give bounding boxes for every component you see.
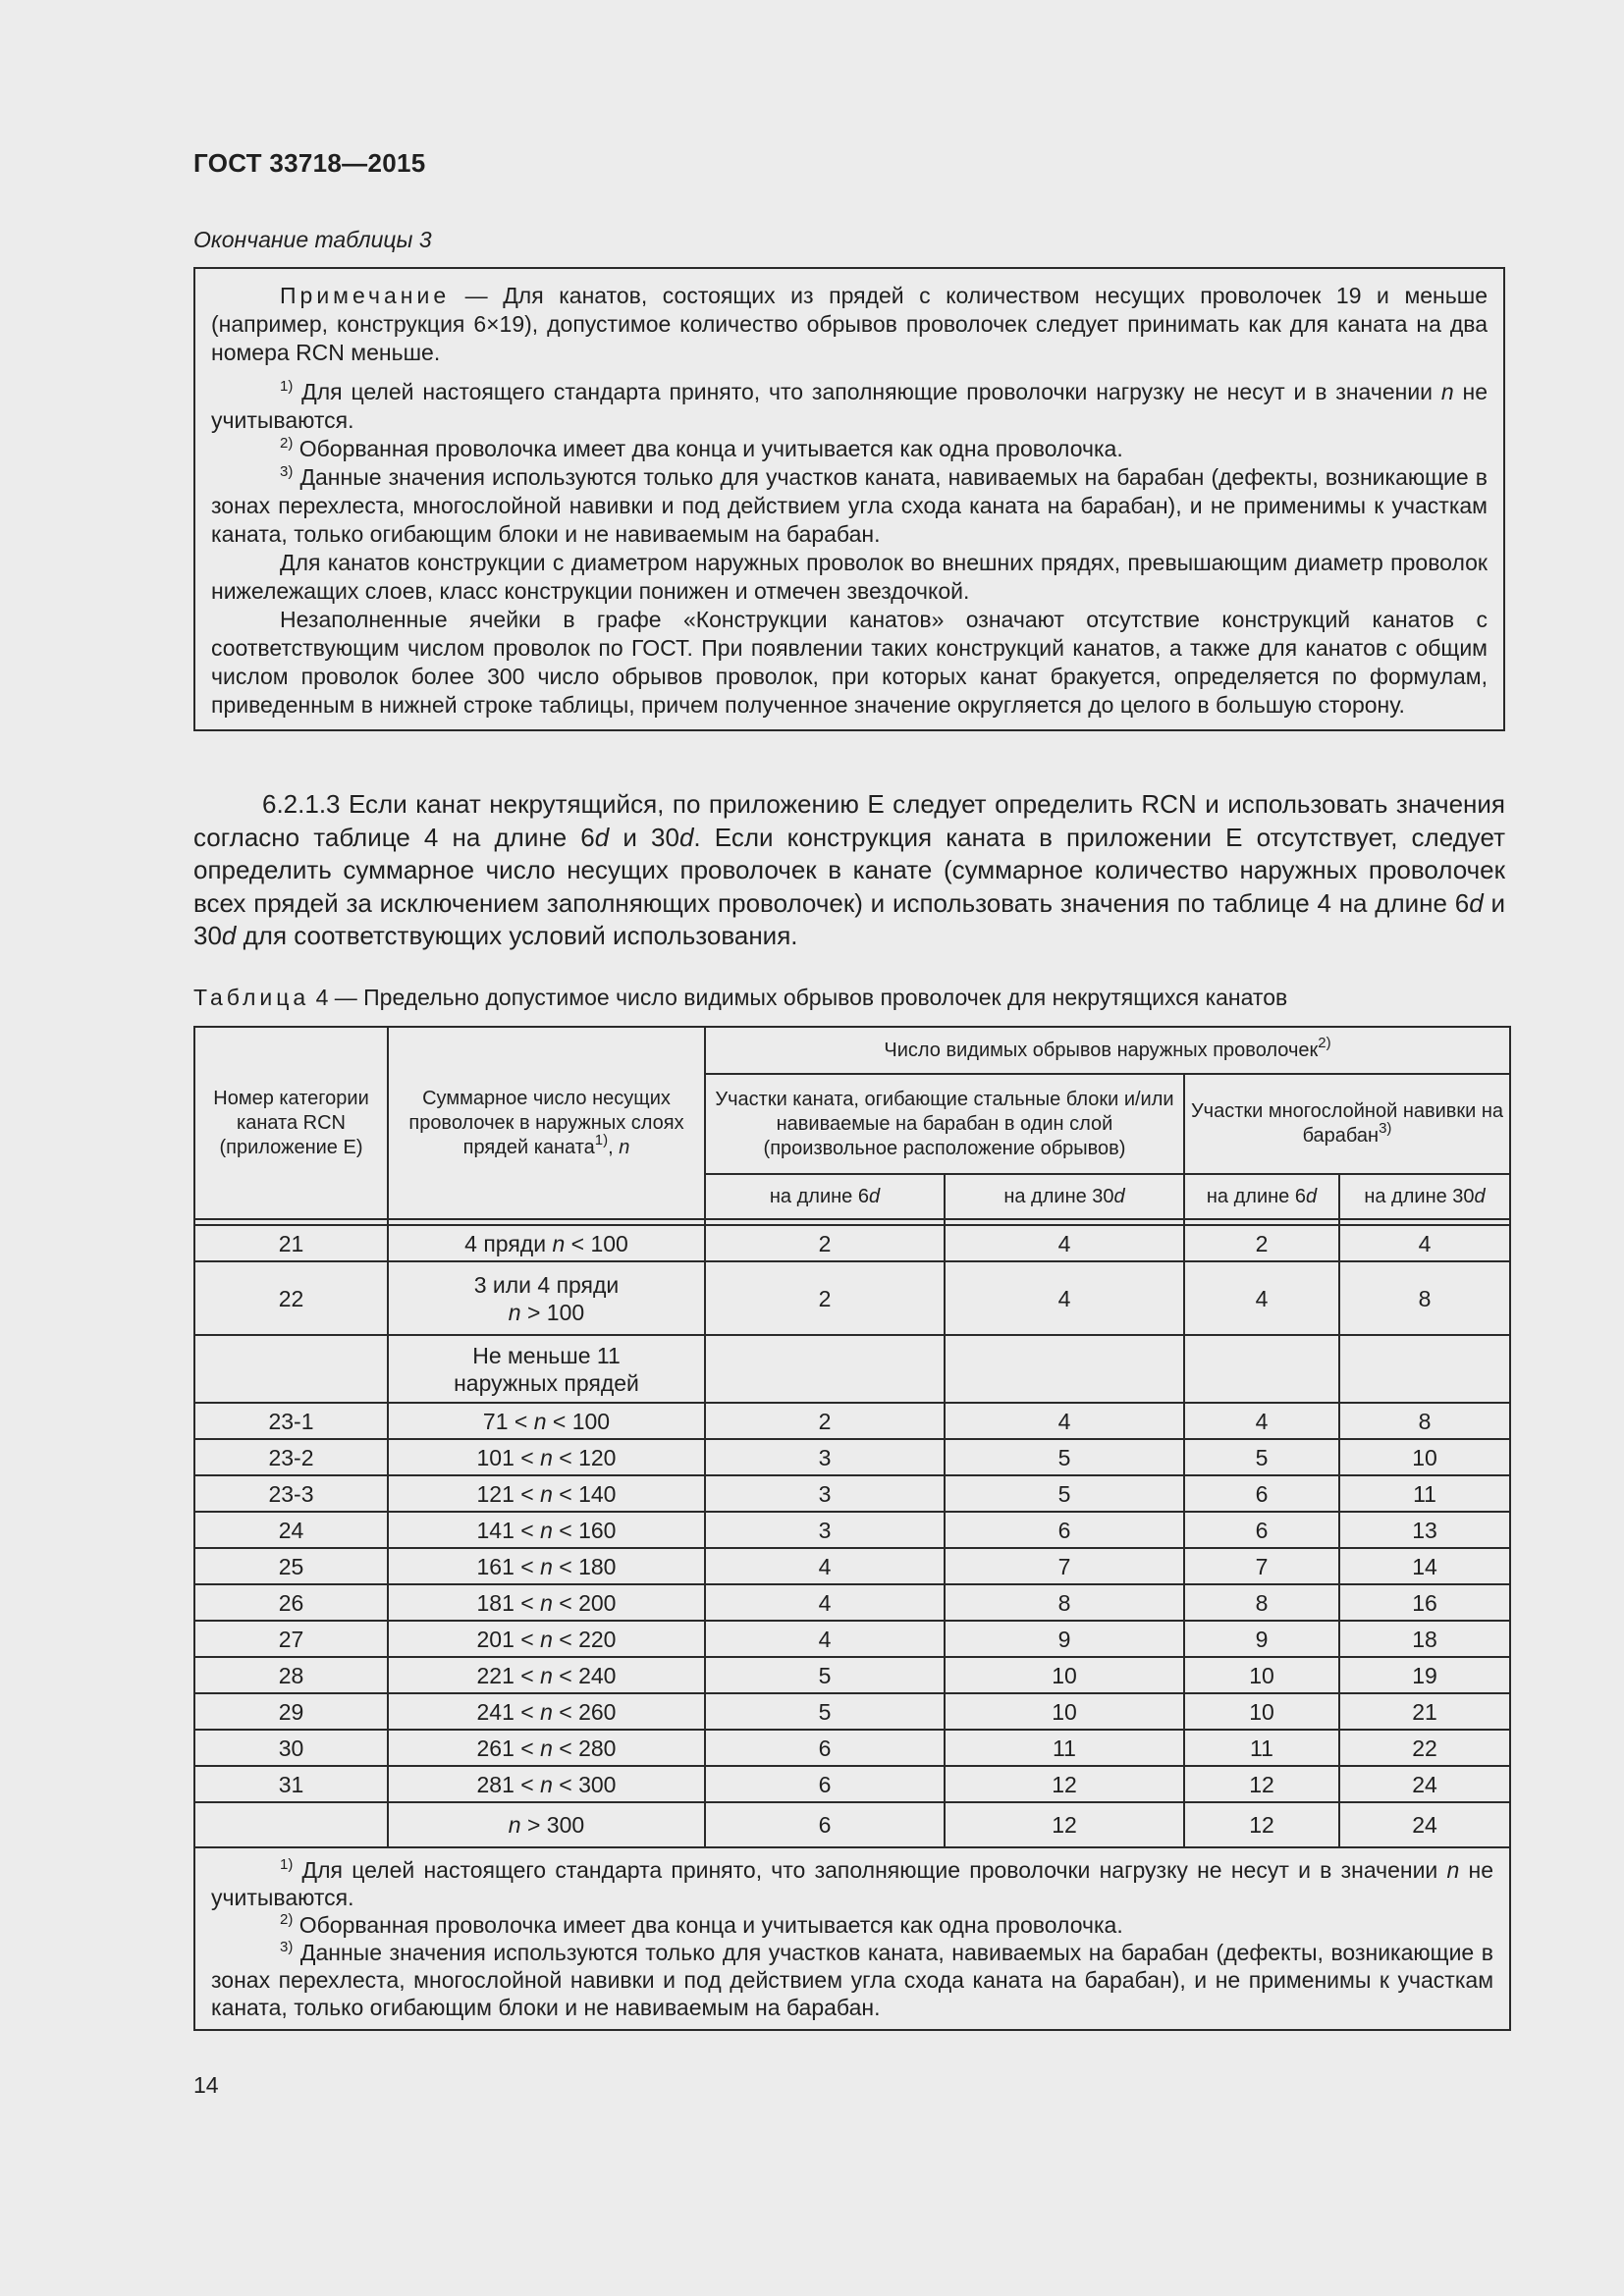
cell-value: 6 bbox=[945, 1512, 1184, 1548]
header-visible-breaks-sup: 2) bbox=[1318, 1034, 1331, 1051]
document-id: ГОСТ 33718—2015 bbox=[193, 148, 426, 178]
header-len-num: 30 bbox=[1452, 1185, 1475, 1207]
cell-value: 24 bbox=[1339, 1766, 1510, 1802]
wire-range-var: n bbox=[540, 1589, 553, 1616]
cell-value: 3 bbox=[705, 1439, 945, 1475]
header-steel-sections: Участки каната, огибающие стальные блоки и/или навиваемые на барабан в один слой (произвольное расположение обрывов) bbox=[705, 1074, 1184, 1174]
wire-range-prefix: 4 пряди bbox=[464, 1230, 553, 1256]
cell-value: 12 bbox=[945, 1766, 1184, 1802]
wire-range-var: n bbox=[540, 1626, 553, 1652]
header-rcn: Номер категории каната RCN (приложение Е) bbox=[194, 1027, 388, 1219]
wire-range-suffix: < 100 bbox=[565, 1230, 628, 1256]
wire-range-suffix: < 300 bbox=[552, 1771, 617, 1797]
clause-var-d: d bbox=[594, 822, 610, 852]
cell-value: 18 bbox=[1339, 1621, 1510, 1657]
header-len-var: d bbox=[1305, 1185, 1318, 1207]
note-text: — Для канатов, состоящих из прядей с количеством несущих проволочек 19 и меньше (например, конструкция 6×19), допустимое количество обрывов проволочек следует принимать как для каната на два номера RCN меньше. bbox=[211, 283, 1488, 365]
wire-range-var: n bbox=[540, 1480, 553, 1507]
footnote-3-mark: 3) bbox=[280, 463, 294, 480]
footnote-1-text-end: не учитываются. bbox=[211, 379, 1488, 433]
wire-range-suffix: < 200 bbox=[552, 1589, 617, 1616]
cell-value: 5 bbox=[1184, 1439, 1339, 1475]
header-len-6d bbox=[705, 1174, 945, 1219]
cell-value: 11 bbox=[945, 1730, 1184, 1766]
wire-range-suffix: > 100 bbox=[520, 1299, 585, 1325]
cell-value: 4 bbox=[945, 1403, 1184, 1439]
cell-rcn: 23-1 bbox=[194, 1403, 388, 1439]
table-row bbox=[194, 1261, 1510, 1335]
wire-range-var: n bbox=[552, 1230, 566, 1256]
cell-value: 6 bbox=[1184, 1475, 1339, 1512]
wire-range-prefix: 181 < bbox=[476, 1589, 541, 1616]
footnote-1-variable: n bbox=[1440, 379, 1454, 404]
table-footnote-1 bbox=[211, 1856, 1493, 1911]
cell-value: 10 bbox=[1184, 1657, 1339, 1693]
cell-wire-range bbox=[388, 1766, 705, 1802]
wire-range-prefix: 221 < bbox=[476, 1662, 541, 1688]
cell-wire-range bbox=[388, 1584, 705, 1621]
footnote-1-mark: 1) bbox=[280, 378, 294, 395]
cell-value: 6 bbox=[705, 1802, 945, 1847]
cell-value: 7 bbox=[945, 1548, 1184, 1584]
header-len-var: d bbox=[1113, 1185, 1125, 1207]
header-len-30d bbox=[945, 1174, 1184, 1219]
cell-value: 3 bbox=[705, 1512, 945, 1548]
note-label: Примечание bbox=[280, 283, 451, 308]
cell-value bbox=[1339, 1335, 1510, 1403]
table-footnote-1-var: n bbox=[1446, 1857, 1460, 1883]
cell-value: 12 bbox=[1184, 1766, 1339, 1802]
header-wire-sum-sup: 1) bbox=[594, 1131, 609, 1148]
cell-rcn: 22 bbox=[194, 1261, 388, 1335]
header-wire-sum-var: n bbox=[619, 1136, 630, 1158]
table-row bbox=[194, 1657, 1510, 1693]
cell-value: 10 bbox=[945, 1693, 1184, 1730]
wire-range-suffix: < 220 bbox=[552, 1626, 617, 1652]
table-footnote-3-mark: 3) bbox=[280, 1939, 294, 1955]
header-len-var: d bbox=[1474, 1185, 1486, 1207]
footnote-1-text: Для целей настоящего стандарта принято, что заполняющие проволочки нагрузку не несут и в значении bbox=[293, 379, 1441, 404]
table-footnotes-row bbox=[194, 1847, 1510, 2030]
table-row bbox=[194, 1621, 1510, 1657]
cell-value: 12 bbox=[945, 1802, 1184, 1847]
table-caption-label: Таблица bbox=[193, 985, 310, 1010]
cell-value: 7 bbox=[1184, 1548, 1339, 1584]
wire-range-suffix: < 260 bbox=[552, 1698, 617, 1725]
cell-value: 4 bbox=[1339, 1225, 1510, 1261]
table-footnote-2-mark: 2) bbox=[280, 1911, 294, 1928]
cell-wire-range bbox=[388, 1475, 705, 1512]
cell-value: 21 bbox=[1339, 1693, 1510, 1730]
cell-value: 16 bbox=[1339, 1584, 1510, 1621]
cell-rcn: 31 bbox=[194, 1766, 388, 1802]
cell-rcn: 27 bbox=[194, 1621, 388, 1657]
header-len-label: на длине bbox=[1206, 1185, 1295, 1207]
table-footnote-2 bbox=[211, 1911, 1493, 1939]
table-row bbox=[194, 1766, 1510, 1802]
wire-range-var: n bbox=[508, 1812, 521, 1838]
footnote-2 bbox=[211, 435, 1488, 463]
clause-6-2-1-3 bbox=[193, 788, 1505, 953]
cell-wire-range bbox=[388, 1802, 705, 1847]
cell-value: 10 bbox=[1184, 1693, 1339, 1730]
wire-range-prefix: 261 < bbox=[476, 1735, 541, 1761]
table-row bbox=[194, 1802, 1510, 1847]
cell-wire-range bbox=[388, 1657, 705, 1693]
cell-value: 14 bbox=[1339, 1548, 1510, 1584]
footnote-2-mark: 2) bbox=[280, 435, 294, 452]
header-visible-breaks bbox=[705, 1027, 1510, 1074]
wire-range-var: n bbox=[540, 1735, 553, 1761]
cell-value: 4 bbox=[945, 1261, 1184, 1335]
clause-var-d: d bbox=[678, 822, 694, 852]
header-multilayer-sup: 3) bbox=[1379, 1120, 1392, 1137]
table-row bbox=[194, 1693, 1510, 1730]
footnote-3 bbox=[211, 463, 1488, 549]
wire-range-suffix: < 160 bbox=[552, 1517, 617, 1543]
cell-value: 5 bbox=[705, 1693, 945, 1730]
cell-rcn: 28 bbox=[194, 1657, 388, 1693]
header-len-num: 6 bbox=[1294, 1185, 1306, 1207]
cell-rcn bbox=[194, 1802, 388, 1847]
wire-range-suffix: < 100 bbox=[546, 1408, 611, 1434]
note-paragraph bbox=[211, 282, 1488, 367]
wire-range-suffix: > 300 bbox=[520, 1812, 585, 1838]
cell-wire-range bbox=[388, 1439, 705, 1475]
cell-value bbox=[945, 1335, 1184, 1403]
wire-range-var: n bbox=[540, 1553, 553, 1579]
wire-range-suffix: < 240 bbox=[552, 1662, 617, 1688]
cell-value: 6 bbox=[705, 1730, 945, 1766]
cell-rcn: 29 bbox=[194, 1693, 388, 1730]
cell-value: 5 bbox=[945, 1475, 1184, 1512]
footnote-2-text: Оборванная проволочка имеет два конца и учитывается как одна проволочка. bbox=[293, 436, 1123, 461]
table-footnote-1-end: не учитываются. bbox=[211, 1857, 1494, 1910]
wire-range-var: n bbox=[533, 1408, 547, 1434]
wire-range-var: n bbox=[540, 1662, 553, 1688]
wire-range-var: n bbox=[508, 1299, 521, 1325]
cell-rcn bbox=[194, 1335, 388, 1403]
cell-wire-range bbox=[388, 1225, 705, 1261]
clause-text-3: . Если конструкция каната в приложении Е отсутствует, следует определить суммарное число несущих проволочек в канате (суммарное количество наружных проволочек всех прядей за исключением заполняющих проволочек) и использовать значения по таблице 4 на длине 6 bbox=[193, 822, 1505, 918]
cell-value: 13 bbox=[1339, 1512, 1510, 1548]
cell-value: 10 bbox=[945, 1657, 1184, 1693]
table-row bbox=[194, 1225, 1510, 1261]
wire-range-suffix: < 120 bbox=[552, 1444, 617, 1470]
cell-wire-range bbox=[388, 1621, 705, 1657]
table-row bbox=[194, 1475, 1510, 1512]
clause-text-4: и 30 bbox=[193, 887, 1506, 950]
table-footnote-3-text: Данные значения используются только для участков каната, навиваемых на барабан (дефекты, возникающие в зонах перехлеста, многослойной навивки и под действием угла схода каната на барабан), и не применимы к участкам каната, только огибающим блоки и не навиваемым на барабан. bbox=[211, 1940, 1494, 2020]
cell-rcn: 21 bbox=[194, 1225, 388, 1261]
wire-range-prefix: 141 < bbox=[476, 1517, 541, 1543]
wire-range-suffix: < 140 bbox=[552, 1480, 617, 1507]
cell-wire-range bbox=[388, 1261, 705, 1335]
wire-range-prefix: 161 < bbox=[476, 1553, 541, 1579]
cell-value: 2 bbox=[705, 1261, 945, 1335]
cell-rcn: 30 bbox=[194, 1730, 388, 1766]
cell-wire-range bbox=[388, 1730, 705, 1766]
wire-range-var: n bbox=[540, 1517, 553, 1543]
wire-range-prefix: 71 < bbox=[482, 1408, 534, 1434]
header-visible-breaks-text: Число видимых обрывов наружных проволочек bbox=[884, 1039, 1319, 1061]
header-wire-sum bbox=[388, 1027, 705, 1219]
header-len-6d-multi bbox=[1184, 1174, 1339, 1219]
cell-value: 4 bbox=[705, 1548, 945, 1584]
table-continuation-caption: Окончание таблицы 3 bbox=[193, 227, 432, 252]
header-len-30d-multi bbox=[1339, 1174, 1510, 1219]
page-number: 14 bbox=[193, 2072, 219, 2098]
cell-value: 6 bbox=[1184, 1512, 1339, 1548]
table-row bbox=[194, 1584, 1510, 1621]
cell-value: 4 bbox=[945, 1225, 1184, 1261]
cell-value: 11 bbox=[1184, 1730, 1339, 1766]
empty-cells-note: Незаполненные ячейки в графе «Конструкции канатов» означают отсутствие конструкций канатов с соответствующим числом проволок по ГОСТ. При появлении таких конструкций канатов, а также для канатов с общим числом проволок более 300 число обрывов проволок, при которых канат бракуется, определяется по формулам, приведенным в нижней строке таблицы, причем полученное значение округляется до целого в большую сторону. bbox=[211, 607, 1488, 718]
table3-notes-box bbox=[193, 267, 1505, 731]
table-footnotes bbox=[194, 1847, 1510, 2030]
cell-value: 24 bbox=[1339, 1802, 1510, 1847]
clause-var-d: d bbox=[1469, 887, 1484, 918]
wire-range-prefix: 101 < bbox=[476, 1444, 541, 1470]
cell-wire-range bbox=[388, 1548, 705, 1584]
cell-value: 2 bbox=[1184, 1225, 1339, 1261]
cell-value: 9 bbox=[945, 1621, 1184, 1657]
table-footnote-1-mark: 1) bbox=[280, 1856, 294, 1873]
cell-wire-range bbox=[388, 1403, 705, 1439]
header-len-num: 30 bbox=[1092, 1185, 1114, 1207]
cell-wire-range bbox=[388, 1693, 705, 1730]
header-wire-sum-text: Суммарное число несущих проволочек в наружных слоях прядей каната bbox=[408, 1087, 684, 1158]
table4 bbox=[193, 1026, 1511, 2031]
table-row bbox=[194, 1439, 1510, 1475]
wire-range-var: n bbox=[540, 1771, 553, 1797]
cell-value: 4 bbox=[705, 1621, 945, 1657]
wire-range-prefix: 241 < bbox=[476, 1698, 541, 1725]
cell-value bbox=[705, 1335, 945, 1403]
cell-rcn: 25 bbox=[194, 1548, 388, 1584]
cell-value: 5 bbox=[705, 1657, 945, 1693]
wire-range-var: n bbox=[540, 1444, 553, 1470]
cell-rcn: 24 bbox=[194, 1512, 388, 1548]
table-footnote-3 bbox=[211, 1939, 1493, 2021]
cell-value: 6 bbox=[705, 1766, 945, 1802]
cell-value: 22 bbox=[1339, 1730, 1510, 1766]
cell-value: 2 bbox=[705, 1225, 945, 1261]
cell-value: 8 bbox=[1339, 1261, 1510, 1335]
clause-text-1: 6.2.1.3 Если канат некрутящийся, по приложению Е следует определить RCN и использовать значения согласно таблице 4 на длине 6 bbox=[193, 789, 1505, 852]
cell-value: 12 bbox=[1184, 1802, 1339, 1847]
table-row bbox=[194, 1730, 1510, 1766]
table-footnote-2-text: Оборванная проволочка имеет два конца и учитывается как одна проволочка. bbox=[293, 1912, 1123, 1938]
cell-rcn: 23-3 bbox=[194, 1475, 388, 1512]
cell-value: 8 bbox=[945, 1584, 1184, 1621]
wire-range-var: n bbox=[540, 1698, 553, 1725]
header-multilayer bbox=[1184, 1074, 1510, 1174]
header-len-var: d bbox=[868, 1185, 881, 1207]
table-row bbox=[194, 1548, 1510, 1584]
cell-value: 3 bbox=[705, 1475, 945, 1512]
cell-value: 5 bbox=[945, 1439, 1184, 1475]
header-len-label: на длине bbox=[1364, 1185, 1453, 1207]
cell-wire-range bbox=[388, 1512, 705, 1548]
clause-var-d: d bbox=[221, 921, 237, 950]
cell-value: 4 bbox=[1184, 1403, 1339, 1439]
header-len-label: на длине bbox=[1003, 1185, 1093, 1207]
cell-value: 19 bbox=[1339, 1657, 1510, 1693]
cell-value: 11 bbox=[1339, 1475, 1510, 1512]
clause-text-5: для соответствующих условий использования. bbox=[236, 921, 798, 950]
wire-range-suffix: < 280 bbox=[552, 1735, 617, 1761]
table-footnote-1-text: Для целей настоящего стандарта принято, что заполняющие проволочки нагрузку не несут и в значении bbox=[293, 1857, 1447, 1883]
wire-range-prefix: 201 < bbox=[476, 1626, 541, 1652]
cell-value: 9 bbox=[1184, 1621, 1339, 1657]
cell-value: 8 bbox=[1184, 1584, 1339, 1621]
header-len-label: на длине bbox=[769, 1185, 858, 1207]
cell-value: 4 bbox=[1184, 1261, 1339, 1335]
cell-value bbox=[1184, 1335, 1339, 1403]
wire-range-prefix: 281 < bbox=[476, 1771, 541, 1797]
clause-text-2: и 30 bbox=[609, 822, 679, 852]
cell-value: 4 bbox=[705, 1584, 945, 1621]
table-row bbox=[194, 1335, 1510, 1403]
table-row bbox=[194, 1403, 1510, 1439]
header-wire-sum-sep: , bbox=[608, 1136, 620, 1158]
construction-note: Для канатов конструкции с диаметром наружных проволок во внешних прядях, превышающим диаметр проволок нижележащих слоев, класс конструкции понижен и отмечен звездочкой. bbox=[211, 550, 1488, 604]
cell-rcn: 26 bbox=[194, 1584, 388, 1621]
table-caption-text: 4 — Предельно допустимое число видимых обрывов проволочек для некрутящихся канатов bbox=[309, 985, 1288, 1010]
wire-range-prefix: 121 < bbox=[476, 1480, 541, 1507]
cell-value: 8 bbox=[1339, 1403, 1510, 1439]
header-len-num: 6 bbox=[857, 1185, 869, 1207]
cell-rcn: 23-2 bbox=[194, 1439, 388, 1475]
wire-range-prefix: 3 или 4 пряди bbox=[473, 1271, 620, 1298]
cell-value: 2 bbox=[705, 1403, 945, 1439]
header-multilayer-text: Участки многослойной навивки на барабан bbox=[1190, 1100, 1504, 1147]
table4-caption bbox=[193, 985, 1287, 1011]
cell-wire-range: Не меньше 11 наружных прядей bbox=[388, 1335, 705, 1403]
footnote-3-text: Данные значения используются только для участков каната, навиваемых на барабан (дефекты, возникающие в зонах перехлеста, многослойной навивки и под действием угла схода каната на барабан), и не применимы к участкам каната, только огибающим блоки и не навиваемым на барабан. bbox=[211, 464, 1488, 547]
table-row bbox=[194, 1512, 1510, 1548]
wire-range-suffix: < 180 bbox=[552, 1553, 617, 1579]
cell-value: 10 bbox=[1339, 1439, 1510, 1475]
footnote-1 bbox=[211, 378, 1488, 435]
